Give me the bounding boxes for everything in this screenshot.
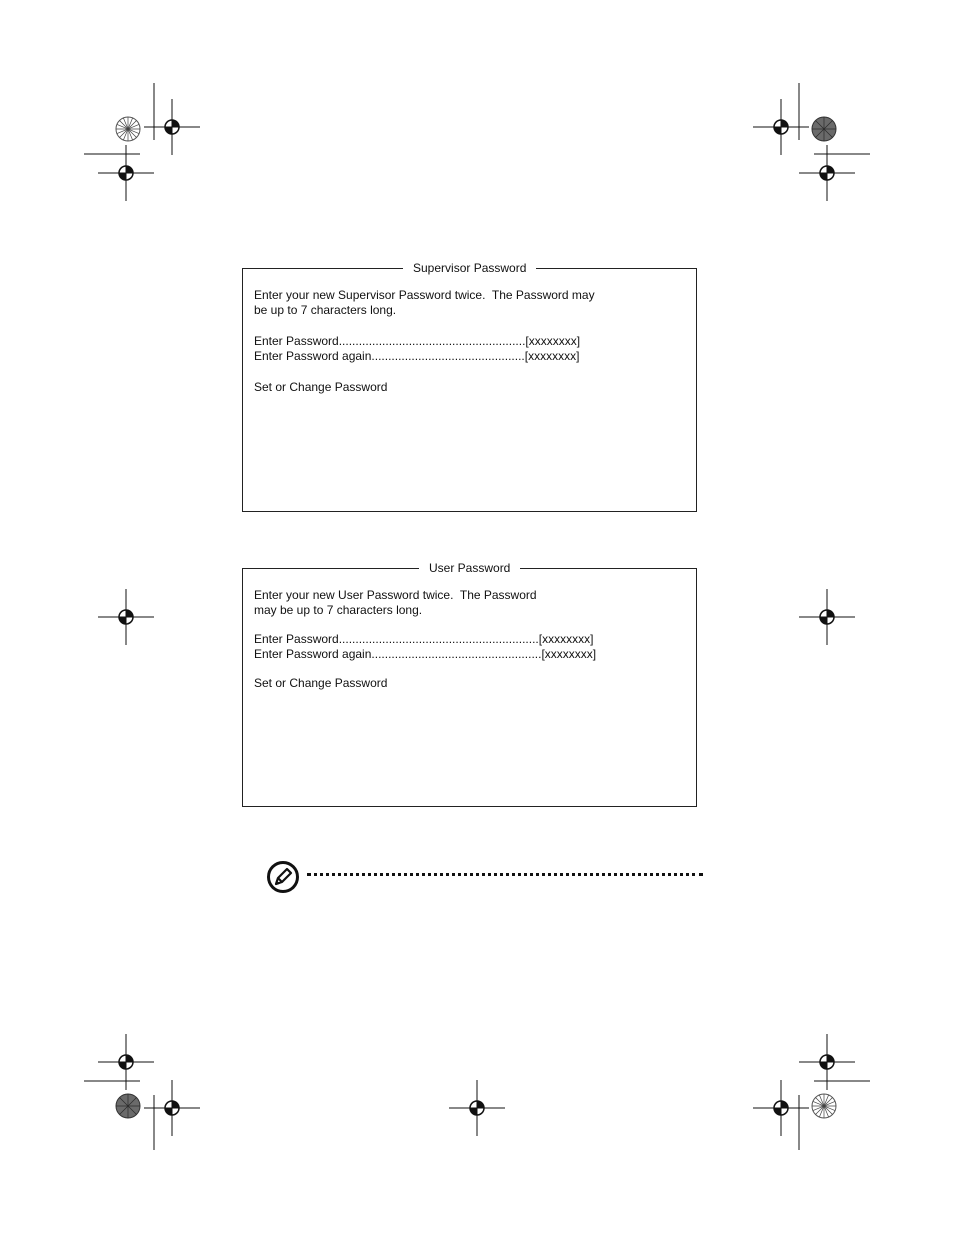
user-panel-title: User Password xyxy=(419,561,520,575)
user-intro-line1: Enter your new User Password twice. The Password xyxy=(254,588,537,602)
supervisor-panel-body xyxy=(254,288,595,395)
user-set-change-password[interactable]: Set or Change Password xyxy=(254,676,388,690)
password-value[interactable]: [xxxxxxxx] xyxy=(538,632,594,646)
supervisor-password-panel xyxy=(242,261,697,512)
password-value[interactable]: [xxxxxxxx] xyxy=(541,647,597,661)
leader-dots: ................................................... xyxy=(371,647,542,661)
field-label: Enter Password xyxy=(254,334,339,348)
note-pencil-icon xyxy=(266,860,300,894)
user-password-panel xyxy=(242,561,697,807)
supervisor-enter-password-again-row[interactable] xyxy=(254,349,595,364)
user-intro-line2: may be up to 7 characters long. xyxy=(254,603,423,617)
note-divider-dots xyxy=(307,873,703,876)
leader-dots: .............................................. xyxy=(371,349,525,363)
leader-dots: ........................................................ xyxy=(338,334,526,348)
field-label: Enter Password again xyxy=(254,647,372,661)
user-enter-password-row[interactable] xyxy=(254,632,596,647)
user-enter-password-again-row[interactable] xyxy=(254,647,596,662)
supervisor-enter-password-row[interactable] xyxy=(254,334,595,349)
field-label: Enter Password again xyxy=(254,349,372,363)
user-panel-body xyxy=(254,588,596,691)
supervisor-intro-line1: Enter your new Supervisor Password twice. The Password may xyxy=(254,288,595,302)
supervisor-panel-title: Supervisor Password xyxy=(403,261,536,275)
supervisor-set-change-password[interactable]: Set or Change Password xyxy=(254,380,388,394)
password-value[interactable]: [xxxxxxxx] xyxy=(525,334,581,348)
leader-dots: ............................................................ xyxy=(338,632,539,646)
password-value[interactable]: [xxxxxxxx] xyxy=(524,349,580,363)
supervisor-intro-line2: be up to 7 characters long. xyxy=(254,303,397,317)
field-label: Enter Password xyxy=(254,632,339,646)
